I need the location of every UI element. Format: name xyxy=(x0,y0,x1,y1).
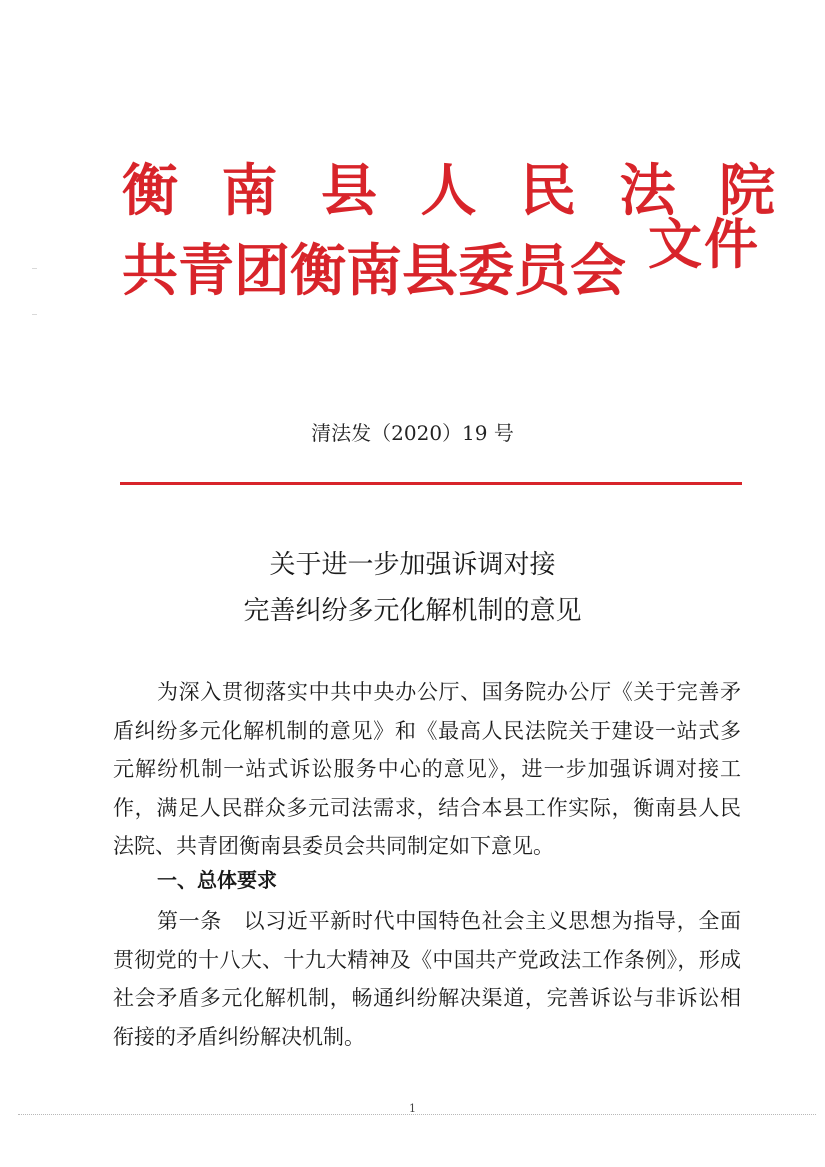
document-number: 清法发（2020）19 号 xyxy=(311,421,514,445)
footer-line xyxy=(18,1114,816,1115)
intro-paragraph: 为深入贯彻落实中共中央办公厅、国务院办公厅《关于完善矛盾纠纷多元化解机制的意见》和《最高人民法院关于建设一站式多元解纷机制一站式诉讼服务中心的意见》，进一步加强诉调对接工作，满足人民群众多元司法需求，结合本县工作实际，衡南县人民法院、共青团衡南县委员会共同制定如下意见。 xyxy=(113,680,741,858)
scan-mark xyxy=(32,314,37,315)
document-title-line1: 关于进一步加强诉调对接 xyxy=(269,550,556,580)
issuer-name-league: 共青团衡南县委员会 xyxy=(122,239,626,304)
page-number: 1 xyxy=(409,1102,416,1115)
document-title-line2: 完善纠纷多元化解机制的意见 xyxy=(243,596,582,626)
section-heading: 一、总体要求 xyxy=(157,868,277,892)
scan-mark xyxy=(32,268,37,269)
red-separator-line xyxy=(120,482,742,485)
document-suffix: 文件 xyxy=(648,213,760,276)
issuer-name-court: 衡 南 县 人 民 法 院 xyxy=(122,159,787,224)
article-paragraph: 第一条 以习近平新时代中国特色社会主义思想为指导，全面贯彻党的十八大、十九大精神及《中国共产党政法工作条例》，形成社会矛盾多元化解机制，畅通纠纷解决渠道，完善诉讼与非诉讼相衔接的矛盾纠纷解决机制。 xyxy=(113,909,741,1049)
